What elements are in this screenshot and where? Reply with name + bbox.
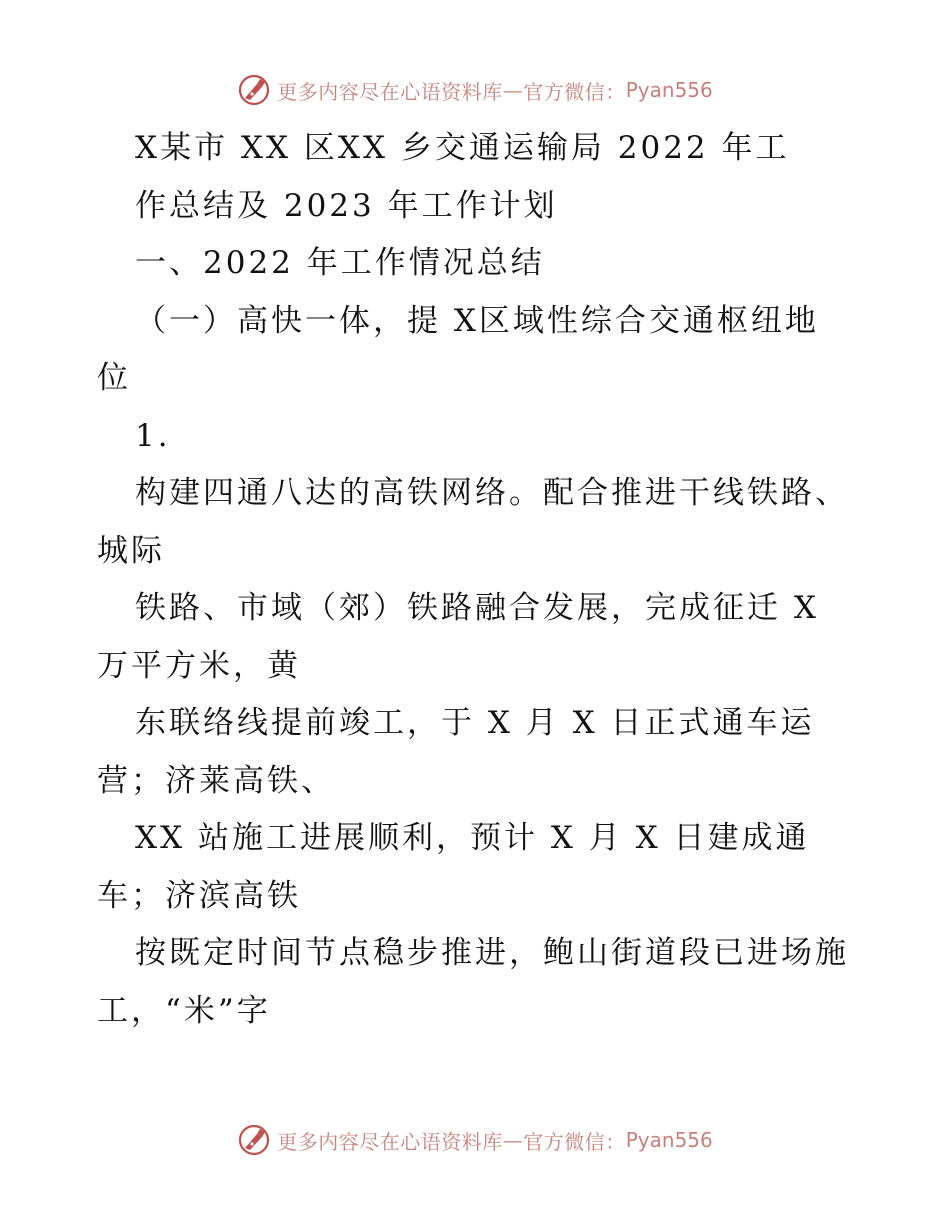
watermark-label: 官方微信： [523, 1129, 626, 1154]
paragraph-line: 万平方米，黄 [97, 647, 301, 684]
watermark-account: Pyan556 [625, 1128, 713, 1152]
paragraph-line: 车；济滨高铁 [97, 877, 301, 914]
watermark-dash: — [502, 78, 524, 102]
watermark-dash: — [502, 1128, 524, 1152]
watermark-site: 更多内容尽在心语资料库 [277, 79, 503, 104]
paragraph-line: 按既定时间节点稳步推进，鲍山街道段已进场施 [135, 935, 849, 971]
pen-nib-icon [237, 73, 271, 107]
paragraph-line: XX 站施工进展顺利，预计 X 月 X 日建成通 [135, 820, 810, 856]
subsection-heading: （一）高快一体，提 X区域性综合交通枢纽地 [135, 302, 819, 339]
document-title-line-2: 作总结及 2023 年工作计划 [135, 187, 558, 224]
paragraph-line: 工，“米”字 [97, 992, 271, 1029]
document-title-line-1: X某市 XX 区XX 乡交通运输局 2022 年工 [135, 130, 790, 166]
watermark-label: 官方微信： [523, 79, 626, 104]
document-body [97, 120, 857, 1040]
paragraph-line: 营；济莱高铁、 [97, 762, 335, 799]
footer-watermark [0, 1120, 950, 1160]
paragraph-line: 东联络线提前竣工，于 X 月 X 日正式通车运 [135, 705, 815, 741]
pen-nib-icon [237, 1123, 271, 1157]
header-watermark [0, 70, 950, 110]
paragraph-line: 城际 [97, 532, 165, 569]
item-number: 1. [135, 417, 171, 454]
watermark-site: 更多内容尽在心语资料库 [277, 1129, 503, 1154]
subsection-heading-cont: 位 [97, 360, 131, 396]
paragraph-line: 构建四通八达的高铁网络。配合推进干线铁路、 [135, 475, 849, 511]
section-heading: 一、2022 年工作情况总结 [135, 245, 545, 281]
watermark-account: Pyan556 [625, 78, 713, 102]
paragraph-line: 铁路、市域（郊）铁路融合发展，完成征迁 X [135, 590, 819, 626]
